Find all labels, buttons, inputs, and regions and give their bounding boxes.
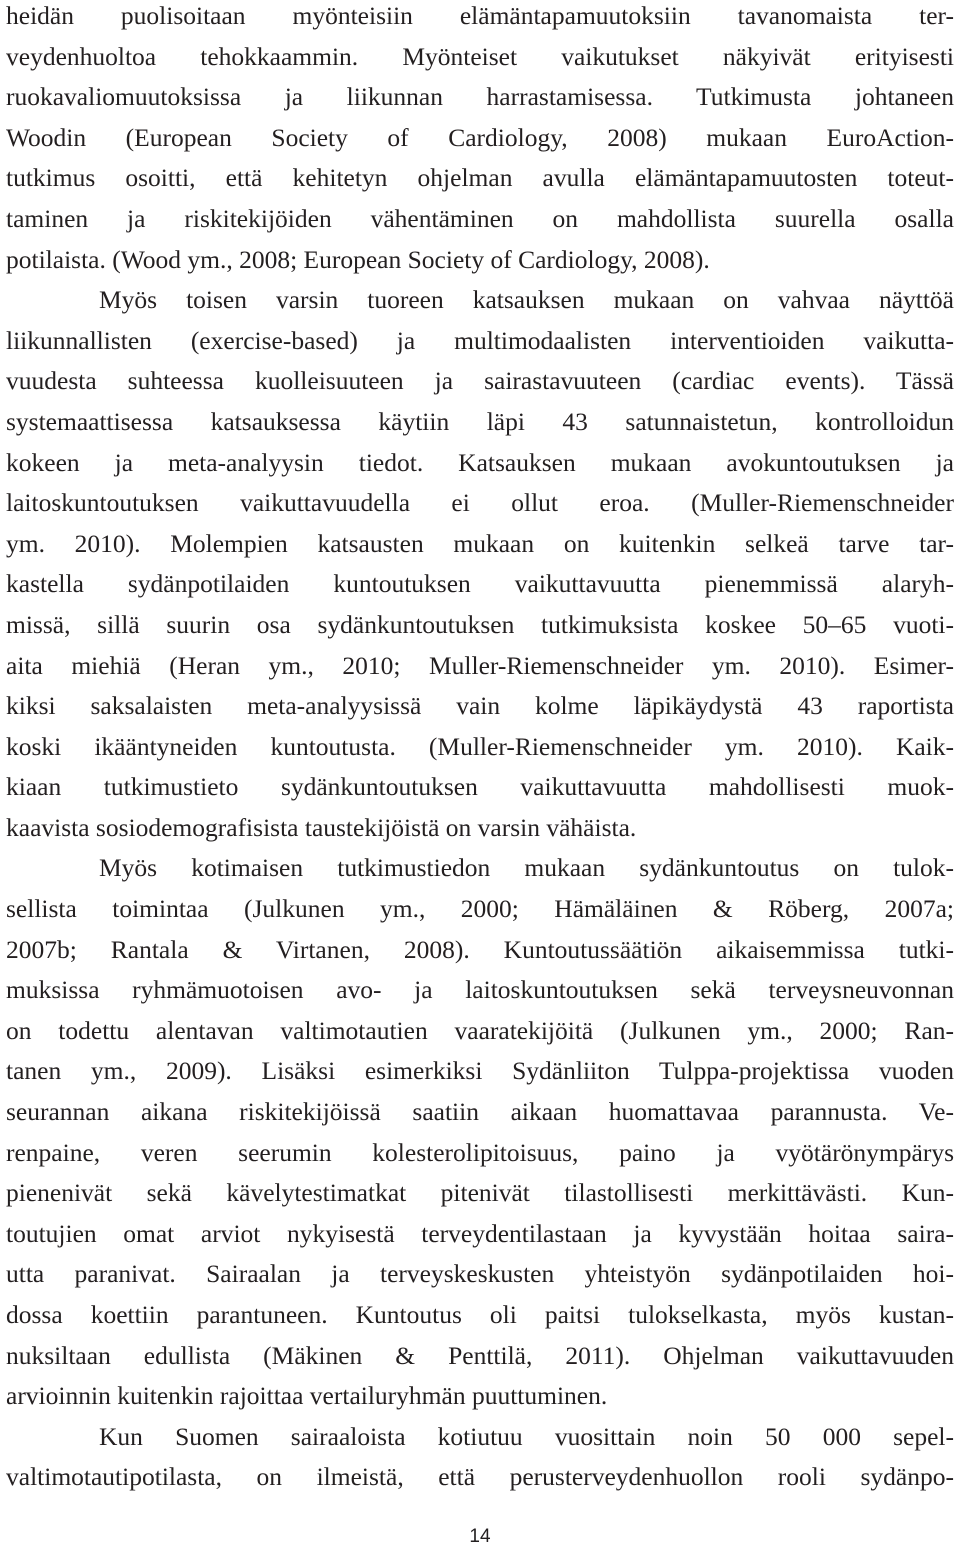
text-line: tutkimus osoitti, että kehitetyn ohjelman avulla elämäntapamuutosten toteut-: [6, 163, 954, 193]
text-line: heidän puolisoitaan myönteisiin elämäntapamuutoksiin tavanomaista ter-: [6, 1, 954, 30]
text-line: muksissa ryhmämuotoisen avo- ja laitoskuntoutuksen sekä terveysneuvonnan: [6, 975, 954, 1005]
text-line: dossa koettiin parantuneen. Kuntoutus oli paitsi tulokselkasta, myös kustan-: [6, 1300, 954, 1329]
text-line: on todettu alentavan valtimotautien vaaratekijöitä (Julkunen ym., 2000; Ran-: [6, 1015, 954, 1045]
text-line: Myös kotimaisen tutkimustiedon mukaan sydänkuntoutus on tulok-: [99, 853, 954, 883]
text-line: kiaan tutkimustieto sydänkuntoutuksen vaikuttavuutta mahdollisesti muok-: [6, 772, 954, 802]
text-line: ruokavaliomuutoksissa ja liikunnan harrastamisessa. Tutkimusta johtaneen: [6, 82, 954, 112]
text-line: koski ikääntyneiden kuntoutusta. (Muller-Riemenschneider ym. 2010). Kaik-: [6, 731, 954, 761]
text-line: renpaine, veren seerumin kolesterolipitoisuus, paino ja vyötärönympärys: [6, 1137, 954, 1167]
text-line: tanen ym., 2009). Lisäksi esimerkiksi Sydänliiton Tulppa-projektissa vuoden: [6, 1056, 954, 1086]
text-line: veydenhuoltoa tehokkaammin. Myönteiset vaikutukset näkyivät erityisesti: [6, 41, 954, 71]
text-line: sellista toimintaa (Julkunen ym., 2000; Hämäläinen & Röberg, 2007a;: [6, 894, 954, 924]
text-line: kokeen ja meta-analyysin tiedot. Katsauksen mukaan avokuntoutuksen ja: [6, 447, 954, 477]
text-line: kiksi saksalaisten meta-analyysissä vain kolme läpikäydystä 43 raportista: [6, 691, 954, 721]
body-text: [6, 0, 954, 1498]
text-line: systemaattisessa katsauksessa käytiin läpi 43 satunnaistetun, kontrolloidun: [6, 406, 954, 436]
text-line: kastella sydänpotilaiden kuntoutuksen vaikuttavuutta pienemmissä alaryh-: [6, 569, 954, 599]
text-line: potilaista. (Wood ym., 2008; European Society of Cardiology, 2008).: [6, 244, 710, 274]
text-line: missä, sillä suurin osa sydänkuntoutuksen tutkimuksista koskee 50–65 vuoti-: [6, 609, 954, 639]
text-line: liikunnallisten (exercise-based) ja multimodaalisten interventioiden vaikutta-: [6, 325, 954, 355]
text-line: nuksiltaan edullista (Mäkinen & Penttilä, 2011). Ohjelman vaikuttavuuden: [6, 1340, 954, 1370]
text-line: aita miehiä (Heran ym., 2010; Muller-Riemenschneider ym. 2010). Esimer-: [6, 650, 954, 680]
text-line: utta paranivat. Sairaalan ja terveyskeskusten yhteistyön sydänpotilaiden hoi-: [6, 1259, 954, 1289]
text-line: vuudesta suhteessa kuolleisuuteen ja sairastavuuteen (cardiac events). Tässä: [6, 366, 954, 396]
text-line: Myös toisen varsin tuoreen katsauksen mukaan on vahvaa näyttöä: [99, 285, 954, 315]
page-number: 14: [469, 1526, 491, 1547]
text-line: ym. 2010). Molempien katsausten mukaan on kuitenkin selkeä tarve tar-: [6, 528, 954, 558]
text-line: laitoskuntoutuksen vaikuttavuudella ei ollut eroa. (Muller-Riemenschneider: [6, 488, 954, 518]
text-line: valtimotautipotilasta, on ilmeistä, että perusterveydenhuollon rooli sydänpo-: [6, 1462, 954, 1492]
text-line: kaavista sosiodemografisista taustekijöistä on varsin vähäista.: [6, 812, 637, 842]
text-line: toutujien omat arviot nykyisestä terveydentilastaan ja kyvystään hoitaa saira-: [6, 1218, 954, 1248]
text-line: arvioinnin kuitenkin rajoittaa vertailuryhmän puuttuminen.: [6, 1381, 608, 1411]
text-line: taminen ja riskitekijöiden vähentäminen on mahdollista suurella osalla: [6, 203, 954, 233]
text-line: 2007b; Rantala & Virtanen, 2008). Kuntoutussäätiön aikaisemmissa tutki-: [6, 934, 954, 964]
text-line: pienenivät sekä kävelytestimatkat pitenivät tilastollisesti merkittävästi. Kun-: [6, 1178, 954, 1208]
text-line: seurannan aikana riskitekijöissä saatiin aikaan huomattavaa parannusta. Ve-: [6, 1097, 954, 1127]
text-line: Kun Suomen sairaaloista kotiutuu vuosittain noin 50 000 sepel-: [99, 1421, 954, 1451]
text-line: Woodin (European Society of Cardiology, 2008) mukaan EuroAction-: [6, 122, 954, 152]
